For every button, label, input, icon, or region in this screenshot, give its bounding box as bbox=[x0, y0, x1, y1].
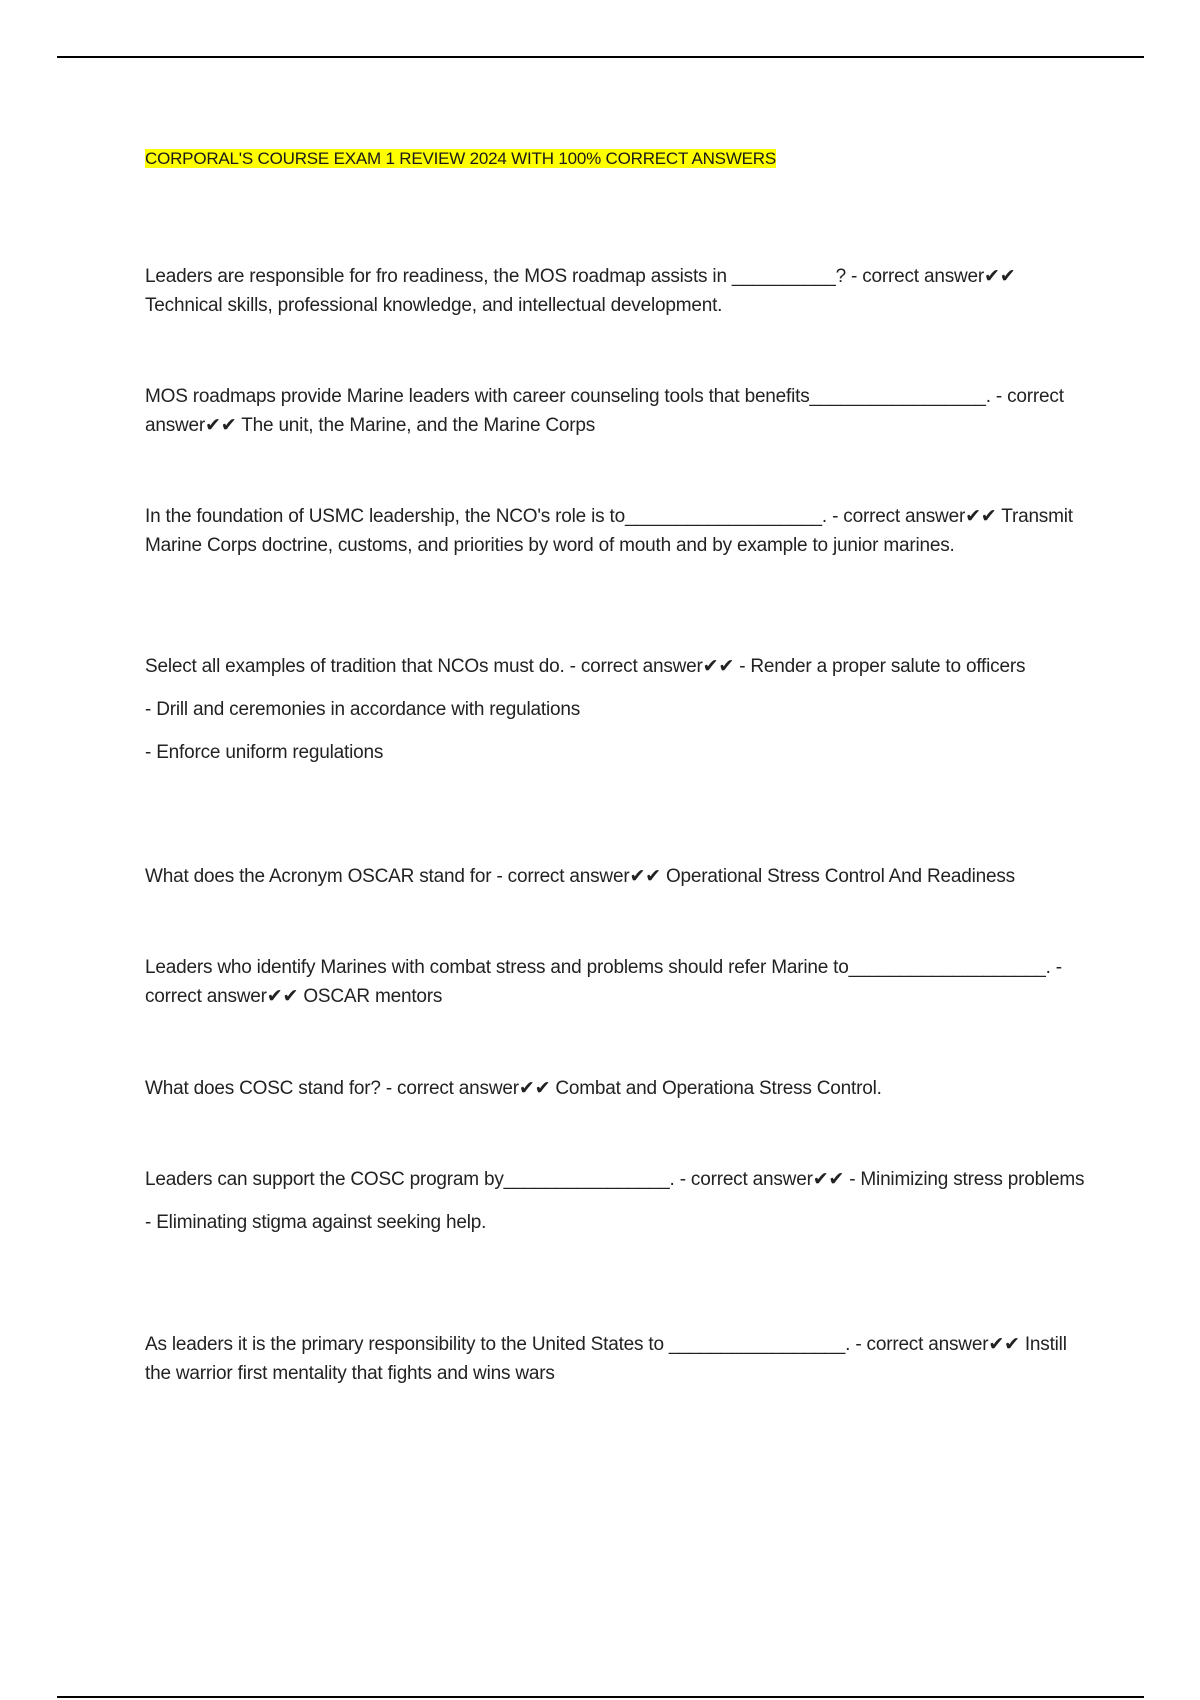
qa-text: Select all examples of tradition that NCOs must do. - correct answer✔✔ - Render a proper salute to officers bbox=[145, 656, 1026, 677]
page-bottom-rule bbox=[57, 1696, 1144, 1698]
qa-item-3 bbox=[145, 502, 1095, 560]
qa-text: In the foundation of USMC leadership, the NCO's role is to___________________. - correct answer✔✔ Transmit Marine Corps doctrine, customs, and priorities by word of mouth and by example to junior marines. bbox=[145, 506, 1073, 556]
qa-item-7 bbox=[145, 1074, 1095, 1103]
qa-bullet: - Drill and ceremonies in accordance with regulations bbox=[145, 699, 581, 720]
qa-bullet: - Eliminating stigma against seeking help. bbox=[145, 1212, 487, 1233]
document-title-text: CORPORAL'S COURSE EXAM 1 REVIEW 2024 WITH 100% CORRECT ANSWERS bbox=[145, 149, 777, 168]
qa-item-5 bbox=[145, 862, 1095, 891]
qa-item-6 bbox=[145, 953, 1095, 1011]
document-title bbox=[145, 148, 776, 170]
qa-item-2 bbox=[145, 382, 1095, 440]
qa-item-4 bbox=[145, 652, 1095, 767]
qa-item-8 bbox=[145, 1165, 1095, 1237]
qa-text: Leaders can support the COSC program by________________. - correct answer✔✔ - Minimizing stress problems bbox=[145, 1169, 1085, 1190]
qa-text: Leaders who identify Marines with combat stress and problems should refer Marine to___________________. - correct answer✔✔ OSCAR mentors bbox=[145, 957, 1062, 1007]
qa-bullet: - Enforce uniform regulations bbox=[145, 742, 384, 763]
qa-item-9 bbox=[145, 1330, 1095, 1388]
qa-text: As leaders it is the primary responsibility to the United States to _________________. - correct answer✔✔ Instill the warrior first mentality that fights and wins wars bbox=[145, 1334, 1067, 1384]
qa-item-1 bbox=[145, 262, 1095, 320]
qa-text: What does COSC stand for? - correct answer✔✔ Combat and Operationa Stress Control. bbox=[145, 1078, 882, 1099]
page-top-rule bbox=[57, 56, 1144, 58]
qa-text: What does the Acronym OSCAR stand for - correct answer✔✔ Operational Stress Control And Readiness bbox=[145, 866, 1015, 887]
qa-text: Leaders are responsible for fro readiness, the MOS roadmap assists in __________? - correct answer✔✔ Technical skills, professional knowledge, and intellectual development. bbox=[145, 266, 1016, 316]
qa-text: MOS roadmaps provide Marine leaders with career counseling tools that benefits_________________. - correct answer✔✔ The unit, the Marine, and the Marine Corps bbox=[145, 386, 1064, 436]
